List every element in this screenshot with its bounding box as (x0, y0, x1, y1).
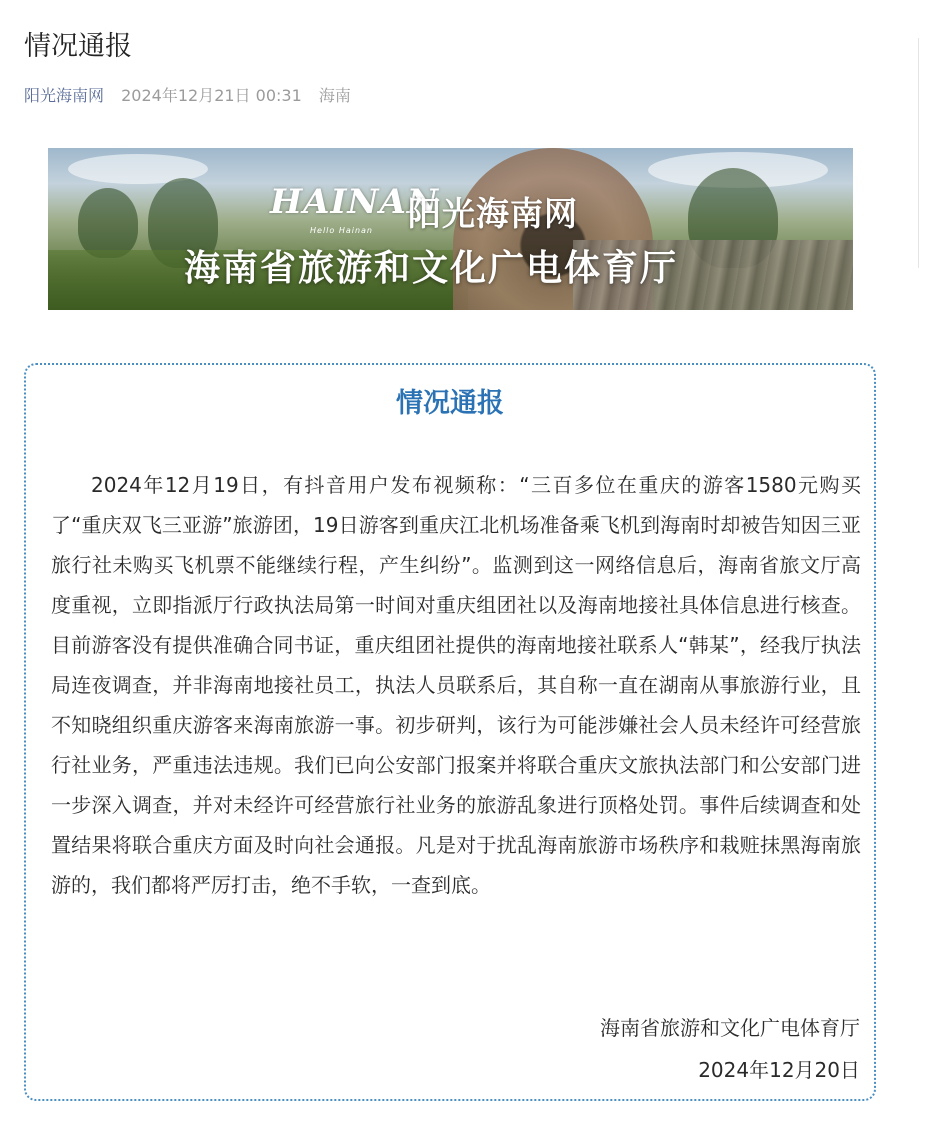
notice-signer: 海南省旅游和文化广电体育厅 (600, 1016, 860, 1040)
notice-box (24, 363, 876, 1101)
notice-body: 2024年12月19日，有抖音用户发布视频称：“三百多位在重庆的游客1580元购买了“重庆双飞三亚游”旅游团，19日游客到重庆江北机场准备乘飞机到海南时却被告知因三亚旅行社未购买飞机票不能继续行程，产生纠纷”。监测到这一网络信息后，海南省旅文厅高度重视，立即指派厅行政执法局第一时间对重庆组团社以及海南地接社具体信息进行核查。目前游客没有提供准确合同书证，重庆组团社提供的海南地接社联系人“韩某”，经我厅执法局连夜调查，并非海南地接社员工，执法人员联系后，其自称一直在湖南从事旅游行业，且不知晓组织重庆游客来海南旅游一事。初步研判，该行为可能涉嫌社会人员未经许可经营旅行社业务，严重违法违规。我们已向公安部门报案并将联合重庆文旅执法部门和公安部门进一步深入调查，并对未经许可经营旅行社业务的旅游乱象进行顶格处罚。事件后续调查和处置结果将联合重庆方面及时向社会通报。凡是对于扰乱海南旅游市场秩序和栽赃抹黑海南旅游的，我们都将严厉打击，绝不手软，一查到底。 (51, 473, 861, 897)
source-link[interactable]: 阳光海南网 (24, 86, 105, 105)
header-banner (48, 148, 853, 310)
location-tag: 海南 (318, 86, 351, 105)
article-meta (24, 84, 351, 108)
article-title: 情况通报 (24, 31, 132, 62)
notice-date: 2024年12月20日 (698, 1058, 860, 1082)
banner-site-name: 阳光海南网 (408, 194, 578, 233)
notice-title: 情况通报 (396, 388, 504, 419)
hainan-logo-subtext: Hello Hainan (310, 226, 374, 235)
banner-department: 海南省旅游和文化广电体育厅 (184, 248, 679, 289)
sidebar-divider (918, 38, 919, 268)
publish-time: 2024年12月21日 00:31 (121, 86, 302, 105)
hainan-logo: HAINAN (270, 182, 439, 222)
